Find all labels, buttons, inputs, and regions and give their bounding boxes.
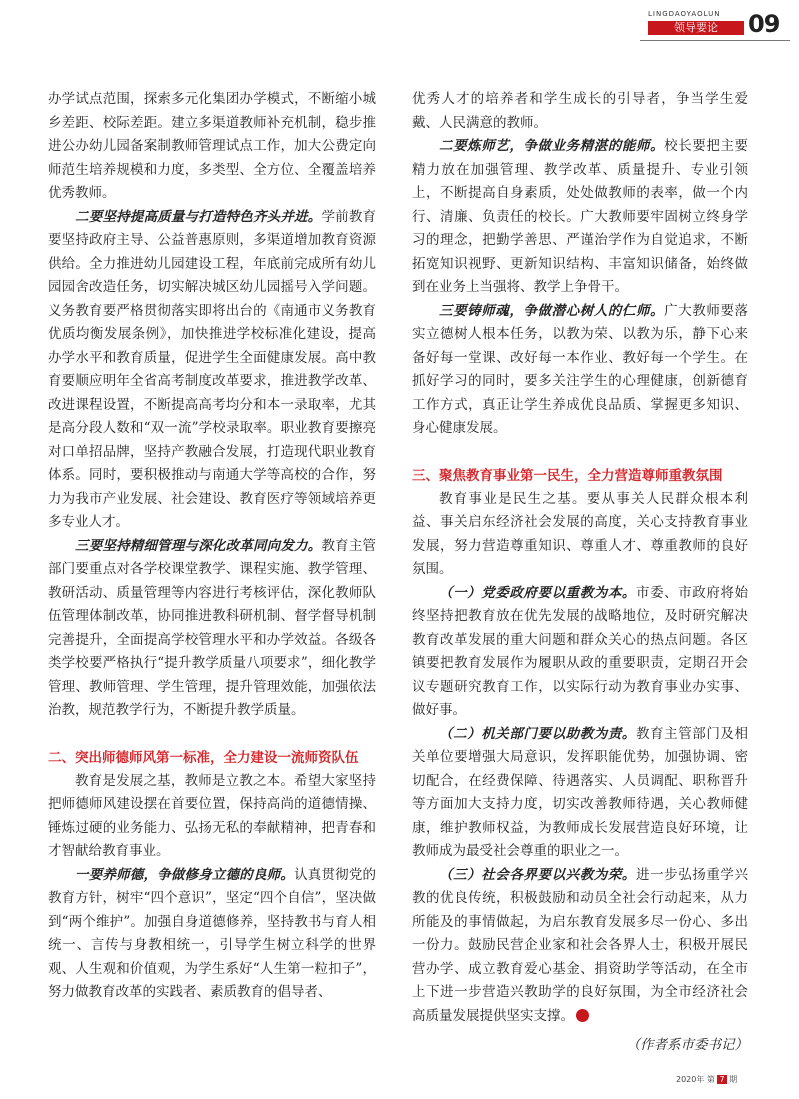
- paragraph: 办学试点范围，探索多元化集团办学模式，不断缩小城乡差距、校际差距。建立多渠道教师补充机制，稳步推进公办幼儿园备案制教师管理试点工作，加大公费定向师范生培养规模和力度，多类型、全方位、全覆盖培养优秀教师。: [48, 91, 376, 201]
- paragraph: 教育事业是民生之基。要从事关人民群众根本利益、事关启东经济社会发展的高度，关心支持教育事业发展，努力营造尊重知识、尊重人才、尊重教师的良好氛围。: [412, 490, 748, 577]
- section-gap: [412, 441, 748, 464]
- paragraph: 优秀人才的培养者和学生成长的引导者，争当学生爱戴、人民满意的教师。: [412, 91, 748, 131]
- section-heading: 三、聚焦教育事业第一民生，全力营造尊师重教氛围: [412, 467, 723, 484]
- paragraph: [48, 206, 376, 535]
- paragraph-text: 广大教师要落实立德树人根本任务，以教为荣、以教为乐，静下心来备好每一堂课、改好每一本作业、教好每一个学生。在抓好学习的同时，要多关注学生的心理健康，创新德育工作方式，真正让学生养成优良品质、掌握更多知识、身心健康发展。: [412, 302, 749, 436]
- paragraph-lead: 三要铸师魂，争做潜心树人的仁师。: [439, 302, 665, 319]
- paragraph-text: 认真贯彻党的教育方针，树牢“四个意识”，坚定“四个自信”，坚决做到“两个维护”。加强自身道德修养，坚持教书与育人相统一、言传与身教相统一，引导学生树立科学的世界观、人生观和价值观，为学生系好“人生第一粒扣子”，努力做教育改革的实践者、素质教育的倡导者、: [48, 866, 377, 1000]
- page-footer: [676, 1074, 737, 1085]
- author-note: （作者系市委书记）: [626, 1037, 748, 1053]
- paragraph: [412, 582, 748, 723]
- paragraph: 教育是发展之基，教师是立教之本。希望大家坚持把师德师风建设摆在首要位置，保持高尚的道德情操、锤炼过硬的业务能力、弘扬无私的奉献精神，把青春和才智献给教育事业。: [48, 772, 376, 859]
- paragraph-text: 学前教育要坚持政府主导、公益普惠原则，多渠道增加教育资源供给。全力推进幼儿园建设工程，年底前完成所有幼儿园园舍改造任务，切实解决城区幼儿园摇号入学问题。义务教育要严格贯彻落实即将出台的《南通市义务教育优质均衡发展条例》，加快推进学校标准化建设，提高办学水平和教育质量，促进学生全面健康发展。高中教育要顺应明年全省高考制度改革要求，推进教学改革、改进课程设置，不断提高高考均分和本一录取率，尤其是高分段人数和“双一流”学校录取率。职业教育要擦亮对口单招品牌，坚持产教融合发展，打造现代职业教育体系。同时，要积极推动与南通大学等高校的合作，努力为我市产业发展、社会建设、教育医疗等领域培养更多专业人才。: [48, 208, 377, 530]
- paragraph: [412, 723, 748, 864]
- paragraph-lead: 二要炼师艺，争做业务精湛的能师。: [439, 138, 665, 154]
- paragraph-text: 教育主管部门及相关单位要增强大局意识，发挥职能优势，加强协调、密切配合，在经费保障、待遇落实、人员调配、职称晋升等方面加大支持力度，切实改善教师待遇，关心教师健康，维护教师权益，为教师成长发展营造良好环境，让教师成为最受社会尊重的职业之一。: [412, 725, 748, 859]
- paragraph: [412, 300, 748, 441]
- paragraph-text: 校长要把主要精力放在加强管理、教学改革、质量提升、专业引领上，不断提高自身素质，处处做教师的表率，做一个内行、清廉、负责任的校长。广大教师要牢固树立终身学习的理念，把勤学善思、严谨治学作为自觉追求，不断拓宽知识视野、更新知识结构、丰富知识储备，始终做到在业务上当强将、教学上争骨干。: [412, 138, 749, 295]
- paragraph-lead: 二要坚持提高质量与打造特色齐头并进。: [75, 208, 322, 225]
- paragraph-lead: （三）社会各界要以兴教为荣。: [439, 866, 636, 883]
- page-header: [640, 10, 790, 44]
- section-gap: [48, 723, 376, 746]
- end-mark-icon: [576, 1009, 589, 1022]
- paragraph: [412, 864, 748, 1029]
- right-column: [412, 88, 748, 1058]
- paragraph-lead: （一）党委政府要以重教为本。: [439, 584, 636, 601]
- paragraph-text: 进一步弘扬重学兴教的优良传统，积极鼓励和动员全社会行动起来，从力所能及的事情做起，为启东教育发展多尽一份心、多出一份力。鼓励民营企业家和社会各界人士，积极开展民营办学、成立教育爱心基金、捐资助学等活动，在全市上下进一步营造兴教助学的良好氛围，为全市经济社会高质量发展提供坚实支撑。: [412, 866, 748, 1024]
- paragraph: [412, 135, 748, 300]
- paragraph: [48, 864, 376, 1005]
- paragraph-text: 教育主管部门要重点对各学校课堂教学、课程实施、教学管理、教研活动、质量管理等内容进行考核评估，深化教师队伍管理体制改革，协同推进教科研机制、督学督导机制完善提升，全面提高学校管理水平和办学效益。各级各类学校要严格执行“提升教学质量八项要求”，细化教学管理、教师管理、学生管理，提升管理效能，加强依法治教，规范教学行为，不断提升教学质量。: [48, 537, 377, 718]
- paragraph-lead: 三要坚持精细管理与深化改革同向发力。: [75, 537, 322, 554]
- footer-year: 2020年: [676, 1075, 705, 1084]
- page-number: 09: [748, 10, 780, 38]
- section-heading: 二、突出师德师风第一标准，全力建设一流师资队伍: [48, 749, 359, 766]
- footer-issue-suffix: 期: [729, 1075, 738, 1084]
- header-rule: [640, 40, 790, 41]
- paragraph-lead: （二）机关部门要以助教为责。: [439, 725, 636, 742]
- paragraph-text: 市委、市政府将始终坚持把教育放在优先发展的战略地位，及时研究解决教育改革发展的重大问题和群众关心的热点问题。各区镇要把教育发展作为履职从政的重要职责，定期召开会议专题研究教育工作，以实际行动为教育事业办实事、做好事。: [412, 584, 748, 718]
- paragraph: [48, 535, 376, 723]
- footer-issue-prefix: 第: [706, 1075, 715, 1084]
- footer-issue-number: 7: [719, 1075, 725, 1084]
- column-label: 领导要论: [648, 21, 744, 35]
- column-pinyin: LINGDAOYAOLUN: [648, 10, 721, 18]
- paragraph-lead: 一要养师德，争做修身立德的良师。: [75, 866, 295, 883]
- left-column: [48, 88, 376, 1005]
